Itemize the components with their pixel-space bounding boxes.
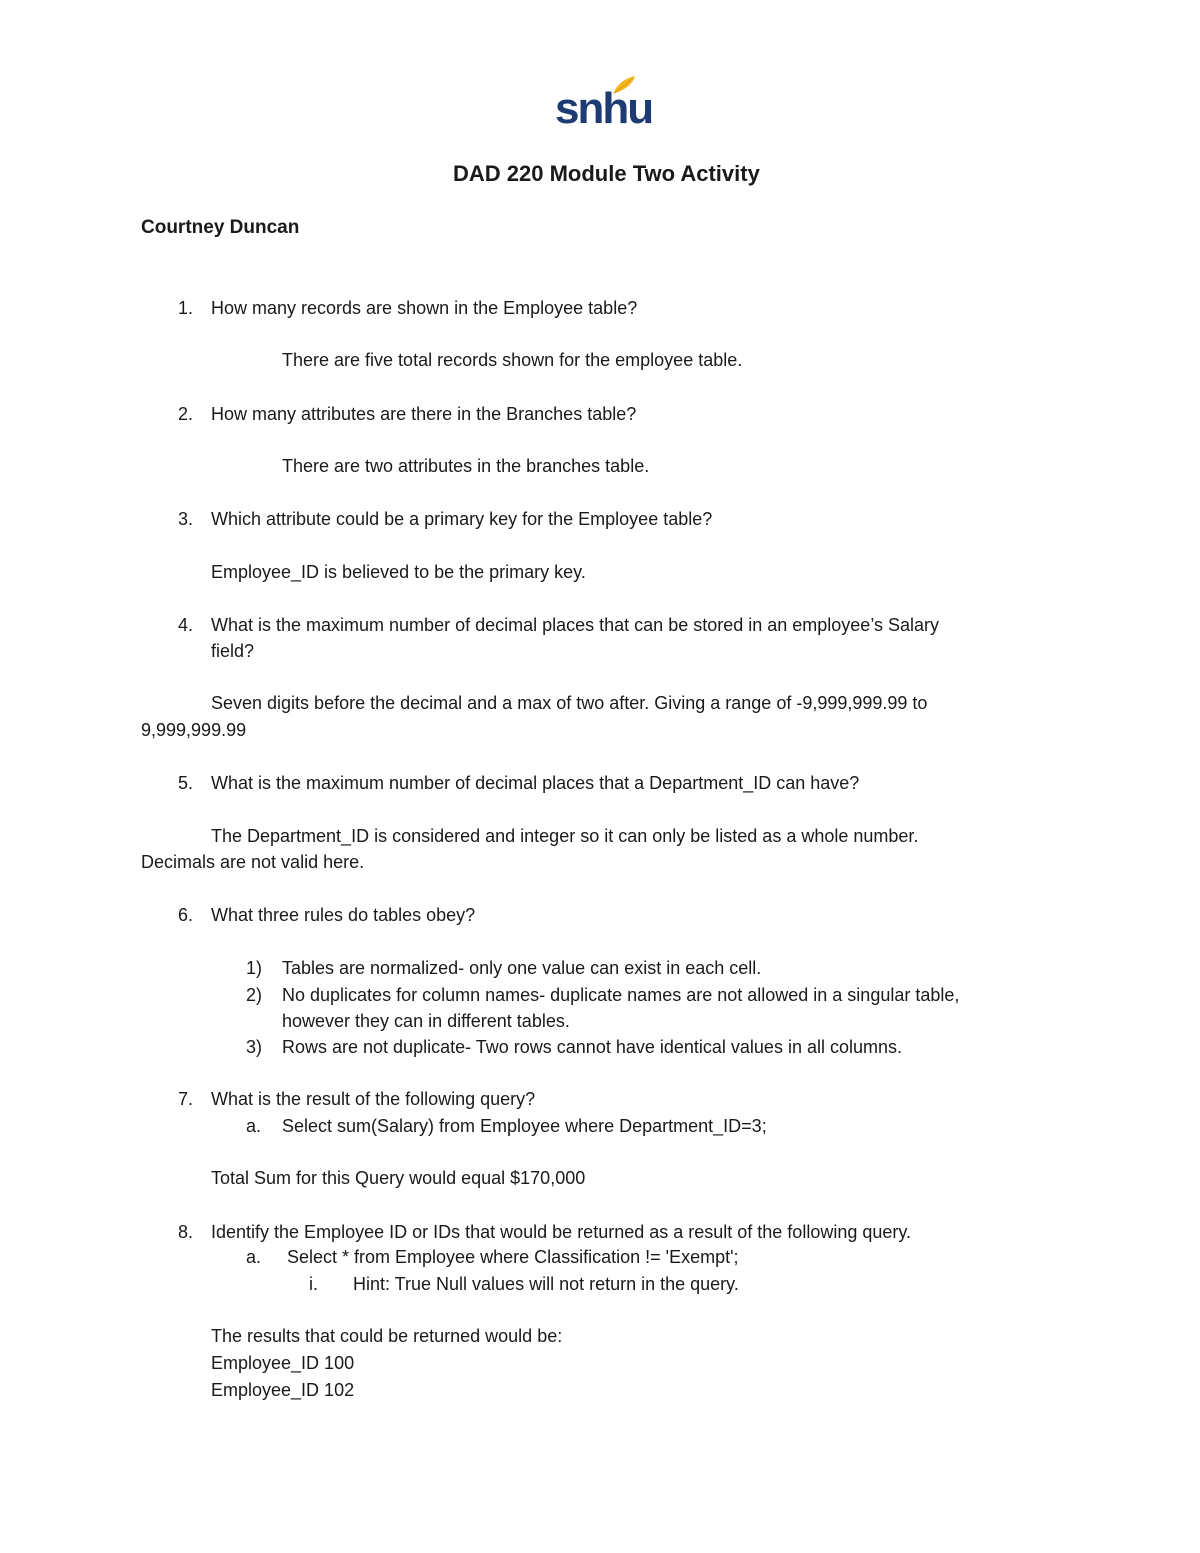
- question-text: Which attribute could be a primary key for the Employee table?: [211, 509, 713, 529]
- hint-text: Hint: True Null values will not return in the query.: [353, 1274, 739, 1294]
- question-number: 1.: [177, 298, 193, 318]
- answer-result: Employee_ID 102: [211, 1380, 355, 1400]
- answer-text: The Department_ID is considered and integer so it can only be listed as a whole number.: [211, 826, 919, 846]
- answer-result: Employee_ID 100: [211, 1353, 355, 1373]
- answer-text-continued: Decimals are not valid here.: [141, 852, 365, 872]
- question-number: 6.: [177, 905, 193, 925]
- document-title: DAD 220 Module Two Activity: [453, 161, 760, 186]
- question-text: What is the result of the following query?: [211, 1089, 536, 1109]
- rule-text: Tables are normalized- only one value can exist in each cell.: [282, 958, 762, 978]
- rule-text: No duplicates for column names- duplicate names are not allowed in a singular table,: [282, 985, 960, 1005]
- question-text: How many records are shown in the Employee table?: [211, 298, 638, 318]
- question-text: What is the maximum number of decimal places that a Department_ID can have?: [211, 773, 860, 793]
- question-number: 5.: [177, 773, 193, 793]
- question-text: Identify the Employee ID or IDs that would be returned as a result of the following query.: [211, 1222, 912, 1242]
- subsub-marker: i.: [309, 1274, 318, 1294]
- answer-text: Total Sum for this Query would equal $170,000: [211, 1168, 586, 1188]
- answer-text: There are five total records shown for the employee table.: [282, 350, 743, 370]
- question-text: What three rules do tables obey?: [211, 905, 476, 925]
- query-text: Select sum(Salary) from Employee where Department_ID=3;: [282, 1116, 767, 1136]
- author-name: Courtney Duncan: [141, 217, 300, 238]
- query-text: Select * from Employee where Classification != 'Exempt';: [287, 1247, 739, 1267]
- question-number: 7.: [177, 1089, 193, 1109]
- answer-text: Seven digits before the decimal and a max of two after. Giving a range of -9,999,999.99 to: [211, 693, 928, 713]
- rule-marker: 2): [246, 985, 263, 1005]
- question-text-continued: field?: [211, 641, 255, 661]
- answer-text: There are two attributes in the branches table.: [282, 456, 650, 476]
- logo-wordmark: snhu: [555, 84, 653, 133]
- sub-marker: a.: [246, 1116, 262, 1136]
- rule-text-continued: however they can in different tables.: [282, 1011, 570, 1031]
- answer-text: Employee_ID is believed to be the primary key.: [211, 562, 586, 582]
- rule-marker: 1): [246, 958, 263, 978]
- question-text: What is the maximum number of decimal places that can be stored in an employee’s Salary: [211, 615, 940, 635]
- rule-text: Rows are not duplicate- Two rows cannot have identical values in all columns.: [282, 1037, 902, 1057]
- question-number: 4.: [177, 615, 193, 635]
- question-number: 8.: [177, 1222, 193, 1242]
- answer-text-continued: 9,999,999.99: [141, 720, 247, 740]
- question-number: 2.: [177, 404, 193, 424]
- answer-text: The results that could be returned would be:: [211, 1326, 563, 1346]
- question-number: 3.: [177, 509, 193, 529]
- rule-marker: 3): [246, 1037, 263, 1057]
- snhu-logo: [555, 74, 653, 133]
- question-text: How many attributes are there in the Branches table?: [211, 404, 637, 424]
- sub-marker: a.: [246, 1247, 262, 1267]
